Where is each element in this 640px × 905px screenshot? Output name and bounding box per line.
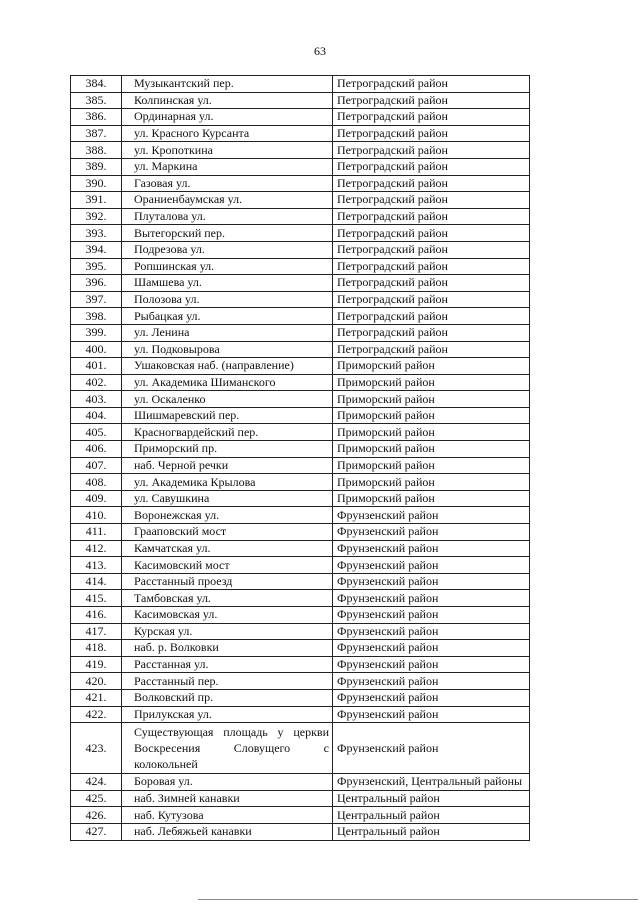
table-row (71, 225, 530, 242)
table-row (71, 125, 530, 142)
row-number-cell: 397. (71, 291, 122, 308)
row-number-cell: 417. (71, 623, 122, 640)
row-number-cell: 390. (71, 175, 122, 192)
table-row (71, 524, 530, 541)
district-cell: Фрунзенский район (333, 540, 530, 557)
district-cell: Петроградский район (333, 225, 530, 242)
street-name-cell: ул. Ленина (122, 324, 333, 341)
bottom-scan-rule (198, 899, 638, 900)
street-name-cell: ул. Подковырова (122, 341, 333, 358)
district-cell: Петроградский район (333, 109, 530, 126)
row-number-cell: 391. (71, 192, 122, 209)
table-row (71, 823, 530, 840)
row-number-cell: 405. (71, 424, 122, 441)
street-name-cell: Курская ул. (122, 623, 333, 640)
table-row (71, 391, 530, 408)
table-row (71, 474, 530, 491)
row-number-cell: 427. (71, 823, 122, 840)
row-number-cell: 403. (71, 391, 122, 408)
street-name-cell: Ушаковская наб. (направление) (122, 358, 333, 375)
district-cell: Петроградский район (333, 142, 530, 159)
district-cell: Петроградский район (333, 291, 530, 308)
row-number-cell: 406. (71, 441, 122, 458)
street-name-cell: Красногвардейский пер. (122, 424, 333, 441)
district-cell: Фрунзенский район (333, 573, 530, 590)
street-name-cell: Камчатская ул. (122, 540, 333, 557)
district-cell: Приморский район (333, 474, 530, 491)
district-cell: Петроградский район (333, 241, 530, 258)
table-row (71, 308, 530, 325)
district-cell: Центральный район (333, 790, 530, 807)
table-row (71, 192, 530, 209)
row-number-cell: 418. (71, 640, 122, 657)
district-cell: Петроградский район (333, 275, 530, 292)
street-name-cell: наб. Зимней канавки (122, 790, 333, 807)
district-cell: Приморский район (333, 358, 530, 375)
district-cell: Фрунзенский район (333, 673, 530, 690)
row-number-cell: 401. (71, 358, 122, 375)
district-cell: Петроградский район (333, 76, 530, 93)
street-name-cell: Шишмаревский пер. (122, 407, 333, 424)
district-cell: Фрунзенский район (333, 706, 530, 723)
district-cell: Петроградский район (333, 341, 530, 358)
district-cell: Петроградский район (333, 208, 530, 225)
district-cell: Фрунзенский район (333, 607, 530, 624)
table-row (71, 607, 530, 624)
row-number-cell: 416. (71, 607, 122, 624)
street-name-cell: ул. Савушкина (122, 490, 333, 507)
district-cell: Петроградский район (333, 158, 530, 175)
table-row (71, 673, 530, 690)
row-number-cell: 400. (71, 341, 122, 358)
district-cell: Приморский район (333, 391, 530, 408)
row-number-cell: 423. (71, 723, 122, 774)
district-cell: Фрунзенский район (333, 507, 530, 524)
row-number-cell: 410. (71, 507, 122, 524)
table-row (71, 457, 530, 474)
row-number-cell: 392. (71, 208, 122, 225)
street-name-cell: Рыбацкая ул. (122, 308, 333, 325)
street-name-cell: Музыкантский пер. (122, 76, 333, 93)
row-number-cell: 389. (71, 158, 122, 175)
row-number-cell: 413. (71, 557, 122, 574)
table-row (71, 324, 530, 341)
district-cell: Петроградский район (333, 192, 530, 209)
street-name-cell: ул. Красного Курсанта (122, 125, 333, 142)
table-row (71, 540, 530, 557)
table-row (71, 175, 530, 192)
street-name-cell: Расстанный пер. (122, 673, 333, 690)
row-number-cell: 424. (71, 774, 122, 791)
row-number-cell: 422. (71, 706, 122, 723)
table-row (71, 774, 530, 791)
street-name-cell: Волковский пр. (122, 689, 333, 706)
row-number-cell: 396. (71, 275, 122, 292)
district-cell: Петроградский район (333, 92, 530, 109)
street-name-cell: Боровая ул. (122, 774, 333, 791)
street-name-cell: Газовая ул. (122, 175, 333, 192)
district-cell: Центральный район (333, 807, 530, 824)
row-number-cell: 407. (71, 457, 122, 474)
street-name-cell: Полозова ул. (122, 291, 333, 308)
district-cell: Фрунзенский район (333, 689, 530, 706)
street-name-cell: ул. Кропоткина (122, 142, 333, 159)
district-cell: Фрунзенский, Центральный районы (333, 774, 530, 791)
district-cell: Фрунзенский район (333, 723, 530, 774)
row-number-cell: 384. (71, 76, 122, 93)
district-cell: Центральный район (333, 823, 530, 840)
district-cell: Фрунзенский район (333, 656, 530, 673)
row-number-cell: 393. (71, 225, 122, 242)
street-name-cell: ул. Академика Шиманского (122, 374, 333, 391)
district-cell: Приморский район (333, 407, 530, 424)
table-row (71, 490, 530, 507)
district-cell: Приморский район (333, 490, 530, 507)
street-name-cell: Существующая площадь у церкви Воскресения Словущего с колокольней (122, 723, 333, 774)
street-name-cell: Воронежская ул. (122, 507, 333, 524)
table-row (71, 623, 530, 640)
table-row (71, 706, 530, 723)
table-row (71, 689, 530, 706)
street-name-cell: Прилукская ул. (122, 706, 333, 723)
row-number-cell: 386. (71, 109, 122, 126)
street-name-cell: Ординарная ул. (122, 109, 333, 126)
street-name-cell: Расстанный проезд (122, 573, 333, 590)
table-row (71, 92, 530, 109)
street-name-cell: наб. Кутузова (122, 807, 333, 824)
table-row (71, 507, 530, 524)
row-number-cell: 414. (71, 573, 122, 590)
table-row (71, 640, 530, 657)
street-district-table (70, 75, 530, 841)
table-row (71, 76, 530, 93)
street-name-cell: ул. Оскаленко (122, 391, 333, 408)
table-row (71, 424, 530, 441)
row-number-cell: 394. (71, 241, 122, 258)
row-number-cell: 387. (71, 125, 122, 142)
row-number-cell: 399. (71, 324, 122, 341)
table-row (71, 374, 530, 391)
row-number-cell: 402. (71, 374, 122, 391)
street-name-cell: Расстанная ул. (122, 656, 333, 673)
district-cell: Фрунзенский район (333, 524, 530, 541)
table-row (71, 441, 530, 458)
street-name-cell: наб. Лебяжьей канавки (122, 823, 333, 840)
table-row (71, 723, 530, 774)
street-name-cell: Ораниенбаумская ул. (122, 192, 333, 209)
table-row (71, 807, 530, 824)
table-row (71, 208, 530, 225)
row-number-cell: 395. (71, 258, 122, 275)
district-cell: Фрунзенский район (333, 557, 530, 574)
street-name-cell: Подрезова ул. (122, 241, 333, 258)
district-cell: Фрунзенский район (333, 623, 530, 640)
table-row (71, 291, 530, 308)
table-row (71, 275, 530, 292)
district-cell: Петроградский район (333, 308, 530, 325)
page-number: 63 (314, 44, 326, 58)
table-row (71, 258, 530, 275)
table-row (71, 407, 530, 424)
row-number-cell: 409. (71, 490, 122, 507)
table-row (71, 656, 530, 673)
street-name-cell: Тамбовская ул. (122, 590, 333, 607)
street-name-cell: ул. Академика Крылова (122, 474, 333, 491)
district-cell: Петроградский район (333, 324, 530, 341)
street-name-cell: ул. Маркина (122, 158, 333, 175)
district-cell: Петроградский район (333, 125, 530, 142)
street-name-cell: наб. р. Волковки (122, 640, 333, 657)
row-number-cell: 420. (71, 673, 122, 690)
table-row (71, 158, 530, 175)
row-number-cell: 412. (71, 540, 122, 557)
street-name-cell: Ропшинская ул. (122, 258, 333, 275)
row-number-cell: 385. (71, 92, 122, 109)
district-cell: Приморский район (333, 374, 530, 391)
street-name-cell: Касимовская ул. (122, 607, 333, 624)
row-number-cell: 415. (71, 590, 122, 607)
street-name-cell: Вытегорский пер. (122, 225, 333, 242)
row-number-cell: 425. (71, 790, 122, 807)
row-number-cell: 419. (71, 656, 122, 673)
street-name-cell: Приморский пр. (122, 441, 333, 458)
district-cell: Приморский район (333, 424, 530, 441)
street-name-cell: Шамшева ул. (122, 275, 333, 292)
table-row (71, 590, 530, 607)
street-name-cell: наб. Черной речки (122, 457, 333, 474)
table-row (71, 358, 530, 375)
row-number-cell: 404. (71, 407, 122, 424)
table-row (71, 341, 530, 358)
street-name-cell: Касимовский мост (122, 557, 333, 574)
district-cell: Фрунзенский район (333, 640, 530, 657)
table-row (71, 142, 530, 159)
row-number-cell: 411. (71, 524, 122, 541)
district-cell: Приморский район (333, 441, 530, 458)
row-number-cell: 421. (71, 689, 122, 706)
row-number-cell: 426. (71, 807, 122, 824)
table-row (71, 109, 530, 126)
table-row (71, 557, 530, 574)
table-row (71, 241, 530, 258)
table-body (71, 76, 530, 841)
district-cell: Петроградский район (333, 175, 530, 192)
table-row (71, 790, 530, 807)
row-number-cell: 388. (71, 142, 122, 159)
street-name-cell: Плуталова ул. (122, 208, 333, 225)
district-cell: Петроградский район (333, 258, 530, 275)
street-name-cell: Колпинская ул. (122, 92, 333, 109)
district-cell: Фрунзенский район (333, 590, 530, 607)
street-name-cell: Грааповский мост (122, 524, 333, 541)
district-cell: Приморский район (333, 457, 530, 474)
table-row (71, 573, 530, 590)
row-number-cell: 398. (71, 308, 122, 325)
row-number-cell: 408. (71, 474, 122, 491)
